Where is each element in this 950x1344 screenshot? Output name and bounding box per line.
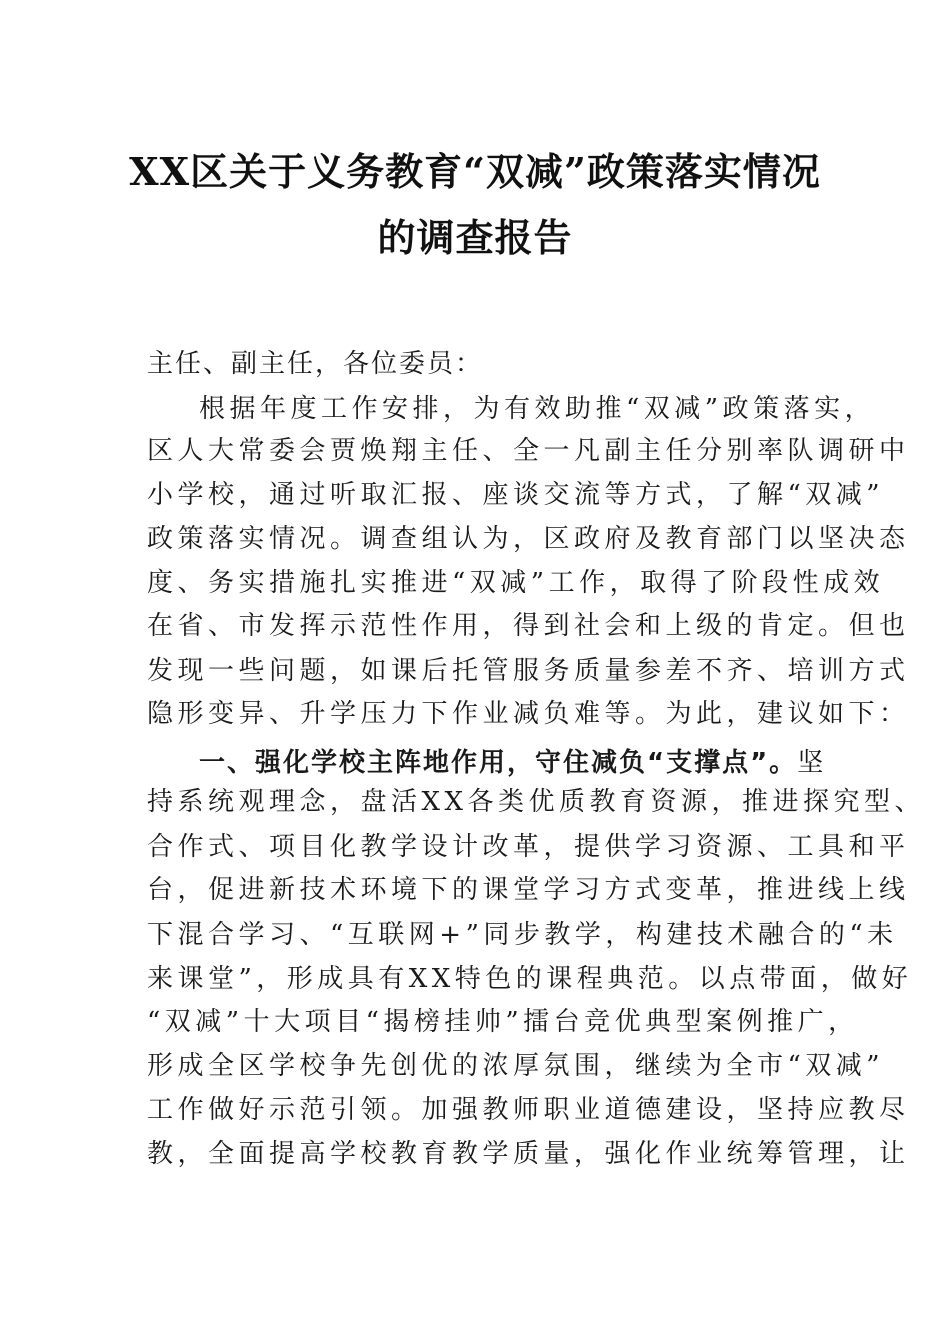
paragraph-2-line: 教，全面提高学校教育教学质量，强化作业统筹管理，让 [147, 1139, 910, 1169]
document-title-line-1: XX区关于义务教育“双减”政策落实情况 [129, 149, 821, 194]
paragraph-1-line: 度、务实措施扎实推进“双减”工作，取得了阶段性成效 [147, 568, 885, 598]
paragraph-2-line: 台，促进新技术环境下的课堂学习方式变革，推进线上线 [147, 875, 910, 905]
paragraph-1-line: 隐形变异、升学压力下作业减负难等。为此，建议如下： [147, 699, 910, 729]
paragraph-2-line: 形成全区学校争先创优的浓厚氛围，继续为全市“双减” [147, 1051, 885, 1081]
paragraph-1-line: 根据年度工作安排，为有效助推“双减”政策落实， [199, 394, 876, 424]
paragraph-1-line: 区人大常委会贾焕翔主任、全一凡副主任分别率队调研中 [147, 436, 910, 466]
paragraph-2-line: 工作做好示范引领。加强教师职业道德建设，坚持应教尽 [147, 1095, 910, 1125]
paragraph-1-line: 在省、市发挥示范性作用，得到社会和上级的肯定。但也 [147, 611, 910, 641]
paragraph-1-line: 政策落实情况。调查组认为，区政府及教育部门以坚决态 [147, 524, 910, 554]
section-1-heading-tail: 坚 [797, 748, 828, 778]
section-1-heading: 一、强化学校主阵地作用，守住减负“支撑点”。 [199, 748, 798, 778]
paragraph-1-line: 发现一些问题，如课后托管服务质量参差不齐、培训方式 [147, 656, 910, 686]
salutation: 主任、副主任，各位委员： [147, 349, 484, 379]
section-1-heading-line [199, 743, 828, 783]
paragraph-2-line: 来课堂”，形成具有XX特色的课程典范。以点带面，做好 [147, 964, 913, 994]
paragraph-2-line: 下混合学习、“互联网+”同步教学，构建技术融合的“未 [147, 920, 898, 950]
document-title-line-2: 的调查报告 [377, 215, 573, 260]
paragraph-1-line: 小学校，通过听取汇报、座谈交流等方式，了解“双减” [147, 480, 885, 510]
paragraph-2-line: 合作式、项目化教学设计改革，提供学习资源、工具和平 [147, 832, 910, 862]
paragraph-2-line: 持系统观理念，盘活XX各类优质教育资源，推进探究型、 [147, 787, 926, 817]
paragraph-2-line: “双减”十大项目“揭榜挂帅”擂台竞优典型案例推广， [147, 1007, 859, 1037]
